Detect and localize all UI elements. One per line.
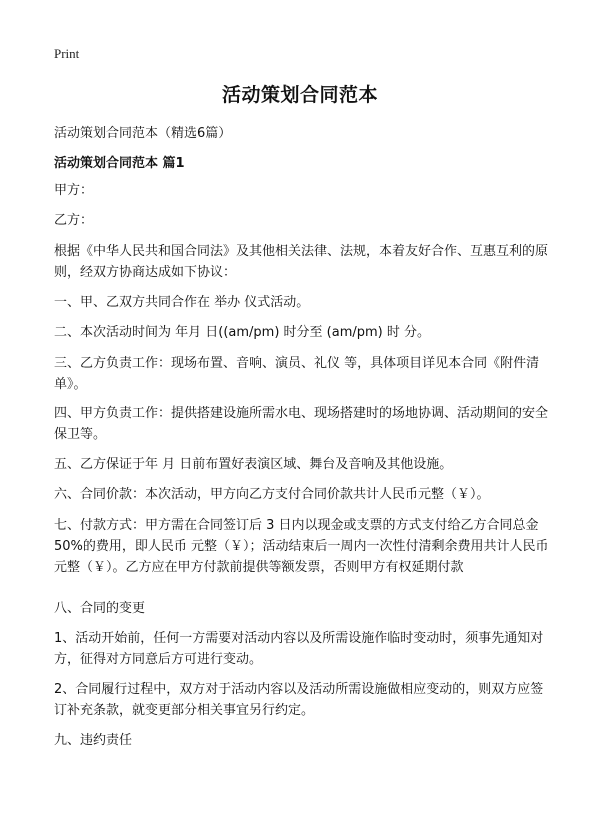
paragraph-clause-6: 六、合同价款：本次活动，甲方向乙方支付合同价款共计人民币元整（￥）。 — [54, 487, 490, 502]
section-heading: 活动策划合同范本 篇1 — [54, 156, 185, 171]
paragraph-clause-7: 七、付款方式：甲方需在合同签订后 3 日内以现金或支票的方式支付给乙方合同总金50%的费用，即人民币 元整（￥）；活动结束后一周内一次性付清剩余费用共计人民币 元整（￥）。乙方应在甲方付款前提供等额发票，否则甲方有权延期付款 — [54, 518, 549, 575]
paragraph-clause-8-2: 2、合同履行过程中，双方对于活动内容以及活动所需设施做相应变动的，则双方应签订补充条款，就变更部分相关事宜另行约定。 — [54, 682, 544, 718]
print-link[interactable]: Print — [54, 46, 80, 61]
paragraph-party-a: 甲方： — [54, 183, 94, 198]
paragraph-clause-4: 四、甲方负责工作：提供搭建设施所需水电、现场搭建时的场地协调、活动期间的安全保卫等。 — [54, 406, 549, 442]
paragraph-clause-8-heading: 八、合同的变更 — [54, 601, 146, 616]
paragraph-clause-8-1: 1、活动开始前，任何一方需要对活动内容以及所需设施作临时变动时，须事先通知对方，征得对方同意后方可进行变动。 — [54, 631, 544, 667]
page-title: 活动策划合同范本 — [221, 84, 378, 106]
paragraph-preamble: 根据《中华人民共和国合同法》及其他相关法律、法规，本着友好合作、互惠互利的原则，经双方协商达成如下协议： — [54, 244, 549, 280]
document-subtitle: 活动策划合同范本（精选6篇） — [54, 126, 232, 141]
paragraph-party-b: 乙方： — [54, 213, 94, 228]
paragraph-clause-3: 三、乙方负责工作：现场布置、音响、演员、礼仪 等，具体项目详见本合同《附件清单》。 — [54, 356, 540, 392]
paragraph-clause-9-heading: 九、违约责任 — [54, 733, 133, 748]
paragraph-clause-1: 一、甲、乙双方共同合作在 举办 仪式活动。 — [54, 295, 310, 310]
paragraph-clause-2: 二、本次活动时间为 年月 日((am/pm) 时分至 (am/pm) 时 分。 — [54, 325, 431, 340]
paragraph-clause-5: 五、乙方保证于年 月 日前布置好表演区域、舞台及音响及其他设施。 — [54, 457, 453, 472]
